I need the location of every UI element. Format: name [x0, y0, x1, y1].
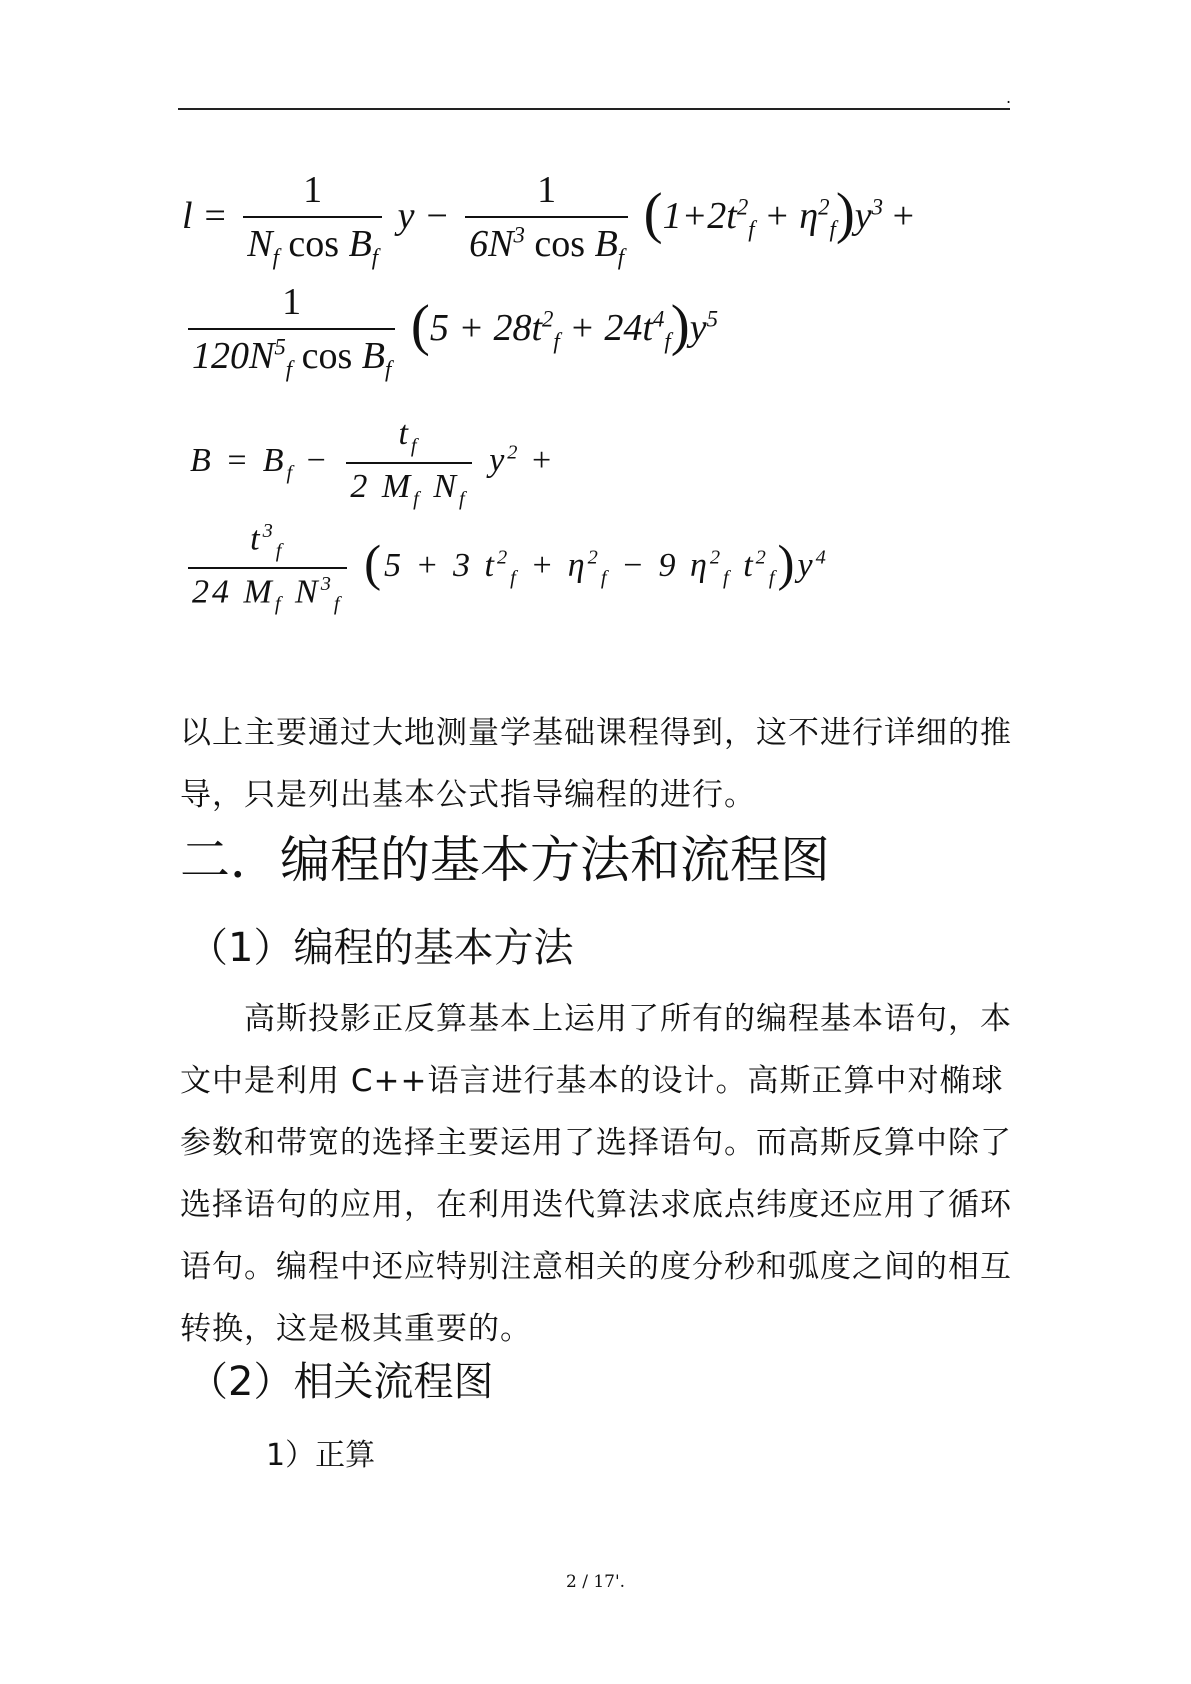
formula-l-paren2: $(5 + 28t^2_f + 24t^4_f)y^5$ — [410, 294, 718, 358]
subsection-flowchart: （2）相关流程图 — [188, 1359, 494, 1405]
B-frac2-num: $t^3_f$ — [250, 520, 285, 563]
formula-B-line2 — [182, 520, 829, 616]
frac1-num: 1 — [303, 169, 323, 211]
frac3-den: $120N^5_f$ $\cos B_f$ — [188, 328, 395, 383]
formula-B-line1 — [190, 415, 554, 511]
formula-B-y2: $y^2$ + — [489, 441, 555, 479]
header-rule — [178, 108, 1010, 110]
page-number: 2 / 17'. — [565, 1572, 626, 1592]
B-frac1-num: $t_f$ — [398, 415, 420, 457]
formula-l-paren1: $(1+2t^2_f + \eta^2_f)y^3$ + — [643, 182, 915, 246]
frac2-den: $6N^3$ $\cos B_f$ — [465, 216, 628, 271]
formula-l-line2 — [182, 280, 718, 383]
formula-l-frac1 — [243, 168, 382, 271]
formula-B-paren: (5 + 3 $t^2_f + \eta^2_f - 9$ $\eta^2_f$ $t^2_f)y^4$ — [364, 535, 829, 592]
B-frac2-den: 24 $M_f$ $N^3_f$ — [188, 567, 347, 616]
formula-B-lhs: $B = B_f$ − — [190, 441, 329, 484]
section-title: 二．编程的基本方法和流程图 — [180, 831, 830, 889]
formula-B-frac2 — [188, 520, 347, 616]
formula-l-lhs: l = — [182, 195, 228, 238]
formula-l-frac3 — [188, 280, 395, 383]
frac2-num: 1 — [537, 169, 557, 211]
formula-B-frac1 — [346, 415, 471, 511]
paragraph-intro: 以上主要通过大地测量学基础课程得到，这不进行详细的推导，只是列出基本公式指导编程的进行。 — [180, 715, 1012, 813]
frac1-den: $N_f$ $\cos B_f$ — [243, 216, 382, 271]
subsection-basic-method: （1）编程的基本方法 — [188, 925, 574, 971]
B-frac1-den: 2 $M_f$ $N_f$ — [346, 462, 471, 511]
paragraph-method: 高斯投影正反算基本上运用了所有的编程基本语句，本文中是利用 C++语言进行基本的设计。高斯正算中对椭球参数和带宽的选择主要运用了选择语句。而高斯反算中除了选择语句的应用，在利用迭代算法求底点纬度还应用了循环语句。编程中还应特别注意相关的度分秒和弧度之间的相互转换，这是极其重要的。 — [180, 1001, 1012, 1347]
frac3-num: 1 — [282, 281, 302, 323]
header-mark: . — [1006, 88, 1012, 107]
subsubsection-forward: 1）正算 — [266, 1438, 376, 1473]
formula-l-line1 — [182, 168, 914, 271]
formula-l-frac2 — [465, 168, 628, 271]
formula-l-y: y − — [397, 195, 450, 238]
